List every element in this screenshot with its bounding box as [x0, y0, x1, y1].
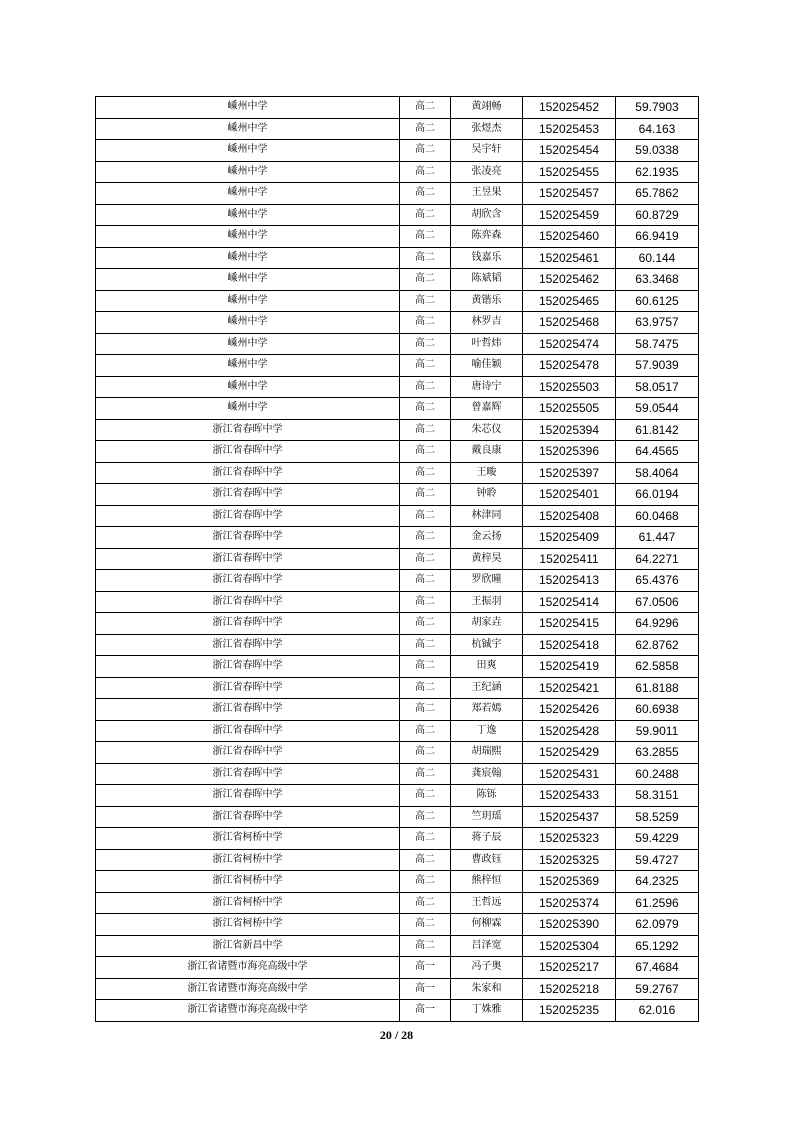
student-id-cell: 152025401 — [523, 484, 616, 506]
score-cell: 63.9757 — [616, 312, 699, 334]
name-cell: 吕泽宽 — [451, 935, 523, 957]
student-id-cell: 152025478 — [523, 355, 616, 377]
table-row — [96, 742, 699, 764]
score-cell: 58.4064 — [616, 462, 699, 484]
school-cell: 嵊州中学 — [96, 97, 400, 119]
score-cell: 62.1935 — [616, 161, 699, 183]
name-cell: 陈铄 — [451, 785, 523, 807]
table-row — [96, 570, 699, 592]
grade-cell: 高二 — [400, 677, 451, 699]
name-cell: 竺玥瑶 — [451, 806, 523, 828]
score-cell: 65.4376 — [616, 570, 699, 592]
table-row — [96, 699, 699, 721]
score-cell: 58.5259 — [616, 806, 699, 828]
name-cell: 丁姝雅 — [451, 1000, 523, 1022]
school-cell: 嵊州中学 — [96, 398, 400, 420]
table-row — [96, 183, 699, 205]
name-cell: 胡瑞熙 — [451, 742, 523, 764]
table-row — [96, 226, 699, 248]
school-cell: 浙江省春晖中学 — [96, 419, 400, 441]
school-cell: 浙江省春晖中学 — [96, 591, 400, 613]
school-cell: 浙江省春晖中学 — [96, 527, 400, 549]
student-id-cell: 152025465 — [523, 290, 616, 312]
score-cell: 64.2325 — [616, 871, 699, 893]
school-cell: 浙江省春晖中学 — [96, 484, 400, 506]
table-row — [96, 462, 699, 484]
results-table-body — [96, 97, 699, 1022]
school-cell: 嵊州中学 — [96, 290, 400, 312]
table-row — [96, 849, 699, 871]
name-cell: 郑若嫣 — [451, 699, 523, 721]
school-cell: 浙江省春晖中学 — [96, 699, 400, 721]
student-id-cell: 152025474 — [523, 333, 616, 355]
table-row — [96, 978, 699, 1000]
name-cell: 冯子奥 — [451, 957, 523, 979]
score-cell: 60.8729 — [616, 204, 699, 226]
school-cell: 浙江省新昌中学 — [96, 935, 400, 957]
table-row — [96, 935, 699, 957]
name-cell: 朱家和 — [451, 978, 523, 1000]
score-cell: 60.6125 — [616, 290, 699, 312]
grade-cell: 高二 — [400, 312, 451, 334]
score-cell: 61.2596 — [616, 892, 699, 914]
grade-cell: 高二 — [400, 183, 451, 205]
grade-cell: 高二 — [400, 419, 451, 441]
student-id-cell: 152025426 — [523, 699, 616, 721]
school-cell: 嵊州中学 — [96, 269, 400, 291]
grade-cell: 高二 — [400, 548, 451, 570]
student-id-cell: 152025454 — [523, 140, 616, 162]
grade-cell: 高二 — [400, 204, 451, 226]
student-id-cell: 152025452 — [523, 97, 616, 119]
score-cell: 57.9039 — [616, 355, 699, 377]
score-cell: 59.4727 — [616, 849, 699, 871]
grade-cell: 高二 — [400, 97, 451, 119]
student-id-cell: 152025304 — [523, 935, 616, 957]
student-id-cell: 152025418 — [523, 634, 616, 656]
grade-cell: 高一 — [400, 978, 451, 1000]
student-id-cell: 152025415 — [523, 613, 616, 635]
name-cell: 王昱果 — [451, 183, 523, 205]
grade-cell: 高二 — [400, 290, 451, 312]
grade-cell: 高一 — [400, 1000, 451, 1022]
score-cell: 65.7862 — [616, 183, 699, 205]
table-row — [96, 204, 699, 226]
table-row — [96, 269, 699, 291]
school-cell: 嵊州中学 — [96, 376, 400, 398]
grade-cell: 高二 — [400, 613, 451, 635]
student-id-cell: 152025369 — [523, 871, 616, 893]
name-cell: 王哲远 — [451, 892, 523, 914]
name-cell: 曹政钰 — [451, 849, 523, 871]
score-cell: 66.0194 — [616, 484, 699, 506]
school-cell: 嵊州中学 — [96, 333, 400, 355]
score-cell: 61.8142 — [616, 419, 699, 441]
student-id-cell: 152025413 — [523, 570, 616, 592]
table-row — [96, 419, 699, 441]
name-cell: 戴良康 — [451, 441, 523, 463]
student-id-cell: 152025408 — [523, 505, 616, 527]
grade-cell: 高二 — [400, 828, 451, 850]
student-id-cell: 152025323 — [523, 828, 616, 850]
grade-cell: 高二 — [400, 785, 451, 807]
score-cell: 63.3468 — [616, 269, 699, 291]
table-row — [96, 806, 699, 828]
grade-cell: 高二 — [400, 140, 451, 162]
school-cell: 浙江省春晖中学 — [96, 570, 400, 592]
school-cell: 浙江省春晖中学 — [96, 441, 400, 463]
grade-cell: 高二 — [400, 742, 451, 764]
school-cell: 浙江省春晖中学 — [96, 634, 400, 656]
grade-cell: 高二 — [400, 527, 451, 549]
school-cell: 浙江省诸暨市海亮高级中学 — [96, 978, 400, 1000]
score-cell: 60.6938 — [616, 699, 699, 721]
grade-cell: 高二 — [400, 505, 451, 527]
grade-cell: 高二 — [400, 871, 451, 893]
student-id-cell: 152025460 — [523, 226, 616, 248]
score-cell: 59.9011 — [616, 720, 699, 742]
table-row — [96, 914, 699, 936]
name-cell: 陈弈森 — [451, 226, 523, 248]
school-cell: 浙江省春晖中学 — [96, 742, 400, 764]
school-cell: 浙江省春晖中学 — [96, 785, 400, 807]
school-cell: 浙江省春晖中学 — [96, 763, 400, 785]
name-cell: 胡家垚 — [451, 613, 523, 635]
table-row — [96, 677, 699, 699]
school-cell: 浙江省柯桥中学 — [96, 892, 400, 914]
table-row — [96, 97, 699, 119]
score-cell: 60.0468 — [616, 505, 699, 527]
score-cell: 64.163 — [616, 118, 699, 140]
name-cell: 王振羽 — [451, 591, 523, 613]
table-row — [96, 161, 699, 183]
school-cell: 嵊州中学 — [96, 118, 400, 140]
table-row — [96, 527, 699, 549]
table-row — [96, 355, 699, 377]
name-cell: 林津同 — [451, 505, 523, 527]
name-cell: 唐诗宁 — [451, 376, 523, 398]
score-cell: 67.4684 — [616, 957, 699, 979]
score-cell: 64.4565 — [616, 441, 699, 463]
student-id-cell: 152025325 — [523, 849, 616, 871]
table-row — [96, 484, 699, 506]
grade-cell: 高二 — [400, 484, 451, 506]
student-id-cell: 152025457 — [523, 183, 616, 205]
grade-cell: 高二 — [400, 118, 451, 140]
student-id-cell: 152025431 — [523, 763, 616, 785]
table-row — [96, 398, 699, 420]
name-cell: 吴宇轩 — [451, 140, 523, 162]
student-id-cell: 152025394 — [523, 419, 616, 441]
name-cell: 钱嘉乐 — [451, 247, 523, 269]
table-row — [96, 118, 699, 140]
school-cell: 浙江省春晖中学 — [96, 462, 400, 484]
school-cell: 浙江省春晖中学 — [96, 720, 400, 742]
name-cell: 曾嘉辉 — [451, 398, 523, 420]
name-cell: 黄锴乐 — [451, 290, 523, 312]
student-id-cell: 152025468 — [523, 312, 616, 334]
grade-cell: 高二 — [400, 634, 451, 656]
grade-cell: 高二 — [400, 376, 451, 398]
school-cell: 嵊州中学 — [96, 183, 400, 205]
page-number: 20 / 28 — [379, 1028, 414, 1042]
name-cell: 蒋子辰 — [451, 828, 523, 850]
school-cell: 浙江省春晖中学 — [96, 548, 400, 570]
school-cell: 浙江省柯桥中学 — [96, 849, 400, 871]
grade-cell: 高二 — [400, 161, 451, 183]
grade-cell: 高一 — [400, 957, 451, 979]
score-cell: 60.144 — [616, 247, 699, 269]
score-cell: 64.9296 — [616, 613, 699, 635]
table-row — [96, 1000, 699, 1022]
student-id-cell: 152025459 — [523, 204, 616, 226]
name-cell: 喻佳颖 — [451, 355, 523, 377]
table-row — [96, 871, 699, 893]
student-id-cell: 152025429 — [523, 742, 616, 764]
name-cell: 王畯 — [451, 462, 523, 484]
table-row — [96, 441, 699, 463]
school-cell: 嵊州中学 — [96, 140, 400, 162]
school-cell: 浙江省春晖中学 — [96, 656, 400, 678]
table-row — [96, 828, 699, 850]
score-cell: 64.2271 — [616, 548, 699, 570]
student-id-cell: 152025217 — [523, 957, 616, 979]
student-id-cell: 152025218 — [523, 978, 616, 1000]
name-cell: 田爽 — [451, 656, 523, 678]
table-row — [96, 720, 699, 742]
student-id-cell: 152025433 — [523, 785, 616, 807]
school-cell: 浙江省春晖中学 — [96, 677, 400, 699]
score-cell: 62.8762 — [616, 634, 699, 656]
school-cell: 浙江省春晖中学 — [96, 806, 400, 828]
school-cell: 嵊州中学 — [96, 355, 400, 377]
name-cell: 罗欣曈 — [451, 570, 523, 592]
name-cell: 钟聆 — [451, 484, 523, 506]
score-cell: 59.0544 — [616, 398, 699, 420]
score-cell: 61.8188 — [616, 677, 699, 699]
score-cell: 62.016 — [616, 1000, 699, 1022]
table-row — [96, 634, 699, 656]
score-cell: 65.1292 — [616, 935, 699, 957]
student-id-cell: 152025409 — [523, 527, 616, 549]
student-id-cell: 152025411 — [523, 548, 616, 570]
student-id-cell: 152025419 — [523, 656, 616, 678]
grade-cell: 高二 — [400, 892, 451, 914]
table-row — [96, 656, 699, 678]
school-cell: 浙江省柯桥中学 — [96, 914, 400, 936]
results-table — [95, 96, 699, 1022]
table-row — [96, 613, 699, 635]
grade-cell: 高二 — [400, 570, 451, 592]
name-cell: 黄梓昊 — [451, 548, 523, 570]
school-cell: 嵊州中学 — [96, 161, 400, 183]
grade-cell: 高二 — [400, 226, 451, 248]
score-cell: 59.0338 — [616, 140, 699, 162]
grade-cell: 高二 — [400, 656, 451, 678]
grade-cell: 高二 — [400, 720, 451, 742]
score-cell: 58.0517 — [616, 376, 699, 398]
school-cell: 浙江省柯桥中学 — [96, 871, 400, 893]
score-cell: 62.5858 — [616, 656, 699, 678]
grade-cell: 高二 — [400, 591, 451, 613]
student-id-cell: 152025455 — [523, 161, 616, 183]
grade-cell: 高二 — [400, 935, 451, 957]
table-row — [96, 247, 699, 269]
table-row — [96, 591, 699, 613]
name-cell: 熊梓恒 — [451, 871, 523, 893]
school-cell: 嵊州中学 — [96, 204, 400, 226]
student-id-cell: 152025437 — [523, 806, 616, 828]
grade-cell: 高二 — [400, 398, 451, 420]
student-id-cell: 152025453 — [523, 118, 616, 140]
name-cell: 叶哲炜 — [451, 333, 523, 355]
student-id-cell: 152025414 — [523, 591, 616, 613]
score-cell: 66.9419 — [616, 226, 699, 248]
student-id-cell: 152025461 — [523, 247, 616, 269]
name-cell: 丁逸 — [451, 720, 523, 742]
score-cell: 63.2855 — [616, 742, 699, 764]
table-row — [96, 333, 699, 355]
name-cell: 张凌亮 — [451, 161, 523, 183]
school-cell: 浙江省诸暨市海亮高级中学 — [96, 957, 400, 979]
student-id-cell: 152025505 — [523, 398, 616, 420]
name-cell: 张煜杰 — [451, 118, 523, 140]
grade-cell: 高二 — [400, 763, 451, 785]
table-row — [96, 957, 699, 979]
grade-cell: 高二 — [400, 441, 451, 463]
table-row — [96, 892, 699, 914]
student-id-cell: 152025397 — [523, 462, 616, 484]
table-row — [96, 548, 699, 570]
student-id-cell: 152025421 — [523, 677, 616, 699]
table-row — [96, 140, 699, 162]
score-cell: 59.2767 — [616, 978, 699, 1000]
grade-cell: 高二 — [400, 355, 451, 377]
score-cell: 62.0979 — [616, 914, 699, 936]
grade-cell: 高二 — [400, 806, 451, 828]
student-id-cell: 152025462 — [523, 269, 616, 291]
score-cell: 59.7903 — [616, 97, 699, 119]
score-cell: 61.447 — [616, 527, 699, 549]
score-cell: 60.2488 — [616, 763, 699, 785]
table-row — [96, 505, 699, 527]
school-cell: 浙江省诸暨市海亮高级中学 — [96, 1000, 400, 1022]
name-cell: 林罗吉 — [451, 312, 523, 334]
grade-cell: 高二 — [400, 247, 451, 269]
student-id-cell: 152025503 — [523, 376, 616, 398]
score-cell: 58.7475 — [616, 333, 699, 355]
grade-cell: 高二 — [400, 333, 451, 355]
grade-cell: 高二 — [400, 699, 451, 721]
school-cell: 浙江省春晖中学 — [96, 505, 400, 527]
name-cell: 陈斌韬 — [451, 269, 523, 291]
student-id-cell: 152025374 — [523, 892, 616, 914]
student-id-cell: 152025235 — [523, 1000, 616, 1022]
grade-cell: 高二 — [400, 914, 451, 936]
table-row — [96, 785, 699, 807]
score-cell: 58.3151 — [616, 785, 699, 807]
school-cell: 浙江省柯桥中学 — [96, 828, 400, 850]
table-row — [96, 312, 699, 334]
name-cell: 杭铖宇 — [451, 634, 523, 656]
grade-cell: 高二 — [400, 269, 451, 291]
name-cell: 龚宸翰 — [451, 763, 523, 785]
name-cell: 胡欣含 — [451, 204, 523, 226]
name-cell: 朱芯仪 — [451, 419, 523, 441]
grade-cell: 高二 — [400, 849, 451, 871]
student-id-cell: 152025396 — [523, 441, 616, 463]
table-row — [96, 290, 699, 312]
score-cell: 59.4229 — [616, 828, 699, 850]
school-cell: 嵊州中学 — [96, 226, 400, 248]
name-cell: 金云扬 — [451, 527, 523, 549]
student-id-cell: 152025428 — [523, 720, 616, 742]
school-cell: 嵊州中学 — [96, 247, 400, 269]
name-cell: 何柳霖 — [451, 914, 523, 936]
table-row — [96, 763, 699, 785]
school-cell: 嵊州中学 — [96, 312, 400, 334]
name-cell: 王纪涵 — [451, 677, 523, 699]
score-cell: 67.0506 — [616, 591, 699, 613]
table-row — [96, 376, 699, 398]
school-cell: 浙江省春晖中学 — [96, 613, 400, 635]
name-cell: 黄翊畅 — [451, 97, 523, 119]
student-id-cell: 152025390 — [523, 914, 616, 936]
grade-cell: 高二 — [400, 462, 451, 484]
